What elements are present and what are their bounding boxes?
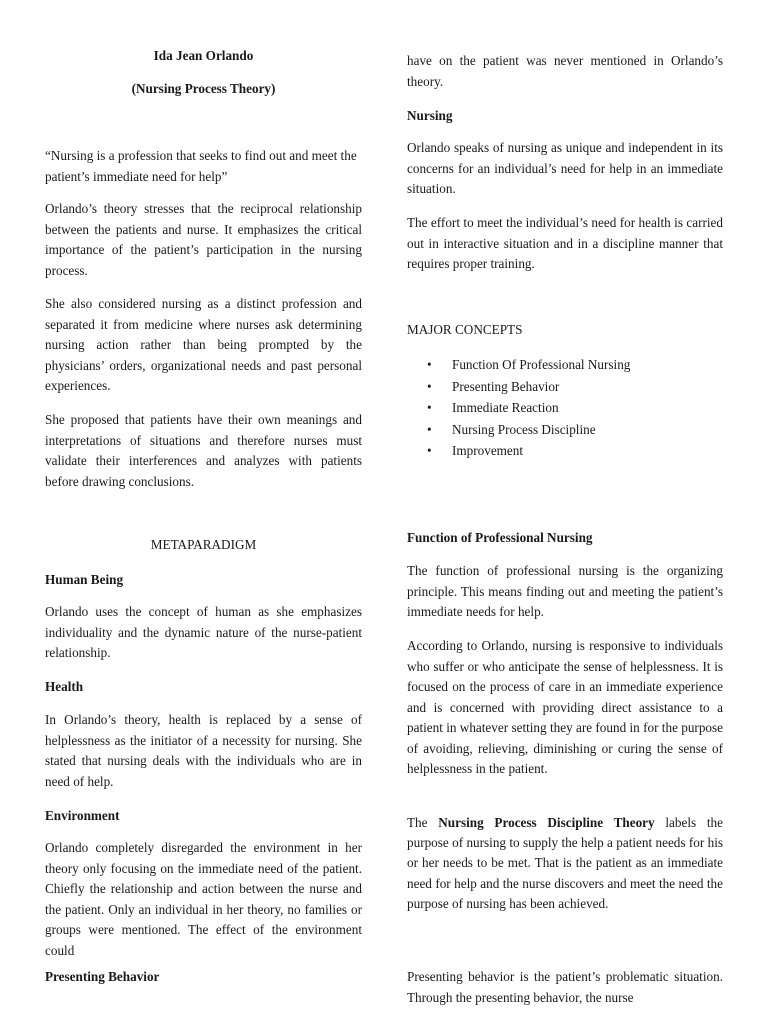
npdt-paragraph: The Nursing Process Discipline Theory labels the purpose of nursing to supply the help a patient needs for his or her needs to be met. That is the patient as an immediate need for help and the nurse discovers and meet the need the purpose of nursing has been achieved. (407, 815, 723, 911)
presenting-behavior-heading: Presenting Behavior (45, 969, 160, 984)
nursing-text-2: The effort to meet the individual’s need for health is carried out in interactive situation and in a discipline manner that requires proper training. (407, 215, 723, 271)
human-being-heading: Human Being (45, 572, 124, 587)
metaparadigm-heading: METAPARADIGM (150, 537, 257, 552)
major-concepts-heading: MAJOR CONCEPTS (407, 322, 523, 337)
environment-heading: Environment (45, 808, 120, 823)
list-item: • Immediate Reaction (407, 397, 723, 419)
environment-text: Orlando completely disregarded the environment in her theory only focusing on the immediate need of the patient. Chiefly the relationship and action between the nurse and the patient. Only an individual in her theory, no families or groups were mentioned. The effect of the environment could (45, 840, 362, 958)
bullet-icon: • (427, 443, 432, 458)
nursing-heading: Nursing (407, 108, 453, 123)
bullet-icon: • (427, 400, 432, 415)
author-name: Ida Jean Orlando (153, 48, 254, 63)
major-concepts-list (407, 354, 723, 462)
bullet-icon: • (427, 378, 432, 394)
nursing-text-1: Orlando speaks of nursing as unique and independent in its concerns for an individual’s need for help in an immediate situation. (407, 140, 723, 196)
list-item: • Improvement (407, 440, 723, 462)
meanings-paragraph: She proposed that patients have their own meanings and interpretations of situations and therefore nurses must validate their interferences and analyzes with patients before drawing conclusions. (45, 412, 362, 489)
quote-paragraph: “Nursing is a profession that seeks to find out and meet the patient’s immediate need for help” (45, 148, 357, 184)
human-being-text: Orlando uses the concept of human as she emphasizes individuality and the dynamic nature of the nurse-patient relationship. (45, 604, 362, 660)
presenting-behavior-text: Presenting behavior is the patient’s problematic situation. Through the presenting behavior, the nurse (407, 969, 723, 1005)
list-item: • Nursing Process Discipline (407, 419, 723, 441)
list-item: • Presenting Behavior (407, 376, 723, 398)
bullet-icon: • (427, 357, 432, 372)
health-text: In Orlando’s theory, health is replaced by a sense of helplessness as the initiator of a necessity for nursing. She stated that nursing deals with the individuals who are in need of help. (45, 712, 362, 789)
function-text-1: The function of professional nursing is the organizing principle. This means finding out and meeting the patient’s immediate needs for help. (407, 563, 723, 619)
function-heading: Function of Professional Nursing (407, 530, 593, 545)
theory-subtitle: (Nursing Process Theory) (131, 81, 276, 96)
function-text-2: According to Orlando, nursing is responsive to individuals who suffer or who anticipate the sense of helplessness. It is focused on the process of care in an immediate experience and is concerned with providing direct assistance to a patient in whatever setting they are found in for the purpose of avoiding, relieving, diminishing or curing the sense of helplessness in the patient. (407, 638, 723, 776)
bullet-icon: • (427, 421, 432, 437)
intro-paragraph: Orlando’s theory stresses that the reciprocal relationship between the patients and nurse. It emphasizes the critical importance of the patient’s participation in the nursing process. (45, 201, 362, 278)
distinct-profession-paragraph: She also considered nursing as a distinct profession and separated it from medicine where nurses ask determining nursing action rather than being prompted by the physicians’ orders, organizational needs and past personal experiences. (45, 296, 362, 393)
continued-text: have on the patient was never mentioned in Orlando’s theory. (407, 53, 723, 89)
health-heading: Health (45, 679, 84, 694)
npdt-term: Nursing Process Discipline Theory (438, 815, 655, 830)
list-item: • Function Of Professional Nursing (407, 354, 723, 376)
